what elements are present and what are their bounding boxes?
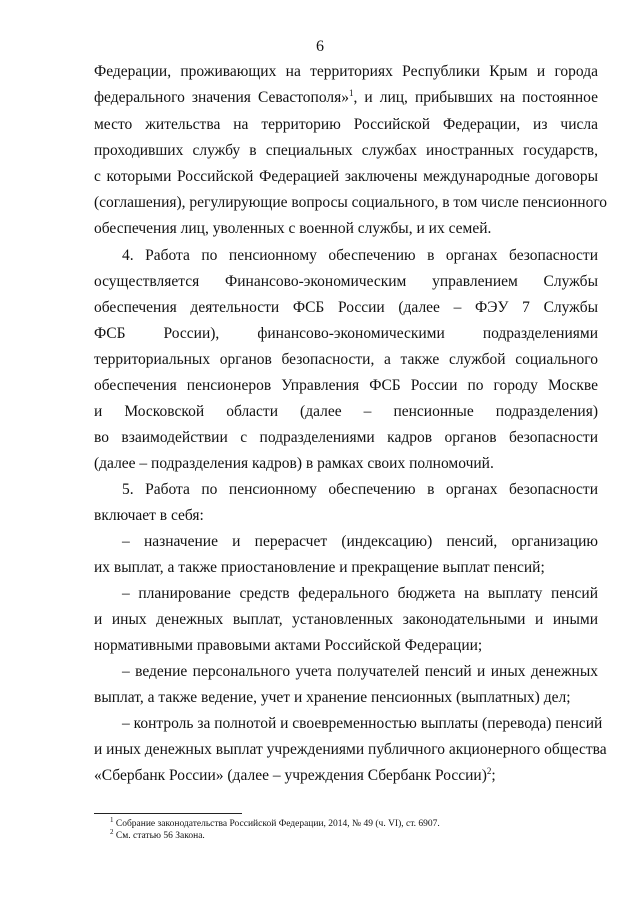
text-line: и иных денежных выплат, установленных законодательными и иными	[94, 611, 598, 628]
text-line: обеспечения пенсионеров Управления ФСБ России по городу Москве	[94, 377, 598, 394]
text-line: – ведение персонального учета получателей пенсий и иных денежных	[122, 663, 598, 680]
footnote-text: См. статью 56 Закона.	[115, 831, 205, 841]
text-line: включает в себя:	[94, 507, 204, 524]
text-line: осуществляется Финансово-экономическим управлением Службы	[94, 273, 598, 290]
text-fragment: федерального значения Севастополя»	[94, 89, 349, 106]
text-fragment: , и лиц, прибывших на постоянное	[353, 89, 598, 106]
text-line: Федерации, проживающих на территориях Республики Крым и города	[94, 63, 598, 80]
footnote-mark: 1	[110, 816, 114, 824]
text-line: (соглашения), регулирующие вопросы социального, в том числе пенсионного	[94, 194, 608, 211]
text-line: и Московской области (далее – пенсионные подразделения)	[94, 403, 598, 420]
footnote	[110, 818, 440, 830]
footnote-mark: 2	[110, 828, 114, 836]
text-line: 4. Работа по пенсионному обеспечению в органах безопасности	[122, 247, 598, 264]
text-line: проходивших службу в специальных службах иностранных государств,	[94, 142, 598, 159]
text-line	[94, 88, 598, 108]
text-line: (далее – подразделения кадров) в рамках своих полномочий.	[94, 455, 494, 472]
footnote-ref: 2	[486, 766, 492, 776]
text-line: с которыми Российской Федерацией заключены международные договоры	[94, 168, 598, 185]
text-line: обеспечения лиц, уволенных с военной службы, и их семей.	[94, 220, 492, 237]
footnote-ref: 1	[349, 88, 354, 98]
text-line: и иных денежных выплат учреждениями публичного акционерного общества	[94, 741, 607, 758]
text-line: ФСБ России), финансово-экономическими подразделениями	[94, 325, 598, 342]
text-line: 5. Работа по пенсионному обеспечению в органах безопасности	[122, 481, 598, 498]
text-fragment: ;	[491, 767, 496, 784]
text-line: место жительства на территорию Российской Федерации, из числа	[94, 116, 598, 133]
text-line: – контроль за полнотой и своевременностью выплаты (перевода) пенсий	[122, 715, 603, 732]
footnote-text: Собрание законодательства Российской Федерации, 2014, № 49 (ч. VI), ст. 6907.	[115, 819, 440, 829]
text-line: территориальных органов безопасности, а также службой социального	[94, 351, 598, 368]
text-line: обеспечения деятельности ФСБ России (далее – ФЭУ 7 Службы	[94, 299, 598, 316]
text-line: во взаимодействии с подразделениями кадров органов безопасности	[94, 429, 598, 446]
text-line: их выплат, а также приостановление и прекращение выплат пенсий;	[94, 559, 545, 576]
text-fragment: «Сбербанк России» (далее – учреждения Сбербанк России)	[94, 767, 487, 784]
footnote	[110, 830, 205, 842]
text-line: – назначение и перерасчет (индексацию) пенсий, организацию	[122, 533, 598, 550]
text-line: выплат, а также ведение, учет и хранение пенсионных (выплатных) дел;	[94, 689, 571, 706]
text-line	[94, 766, 598, 786]
footnote-separator	[94, 813, 242, 814]
text-line: – планирование средств федерального бюджета на выплату пенсий	[122, 585, 598, 602]
page-number: 6	[316, 38, 324, 55]
text-line: нормативными правовыми актами Российской Федерации;	[94, 637, 483, 654]
